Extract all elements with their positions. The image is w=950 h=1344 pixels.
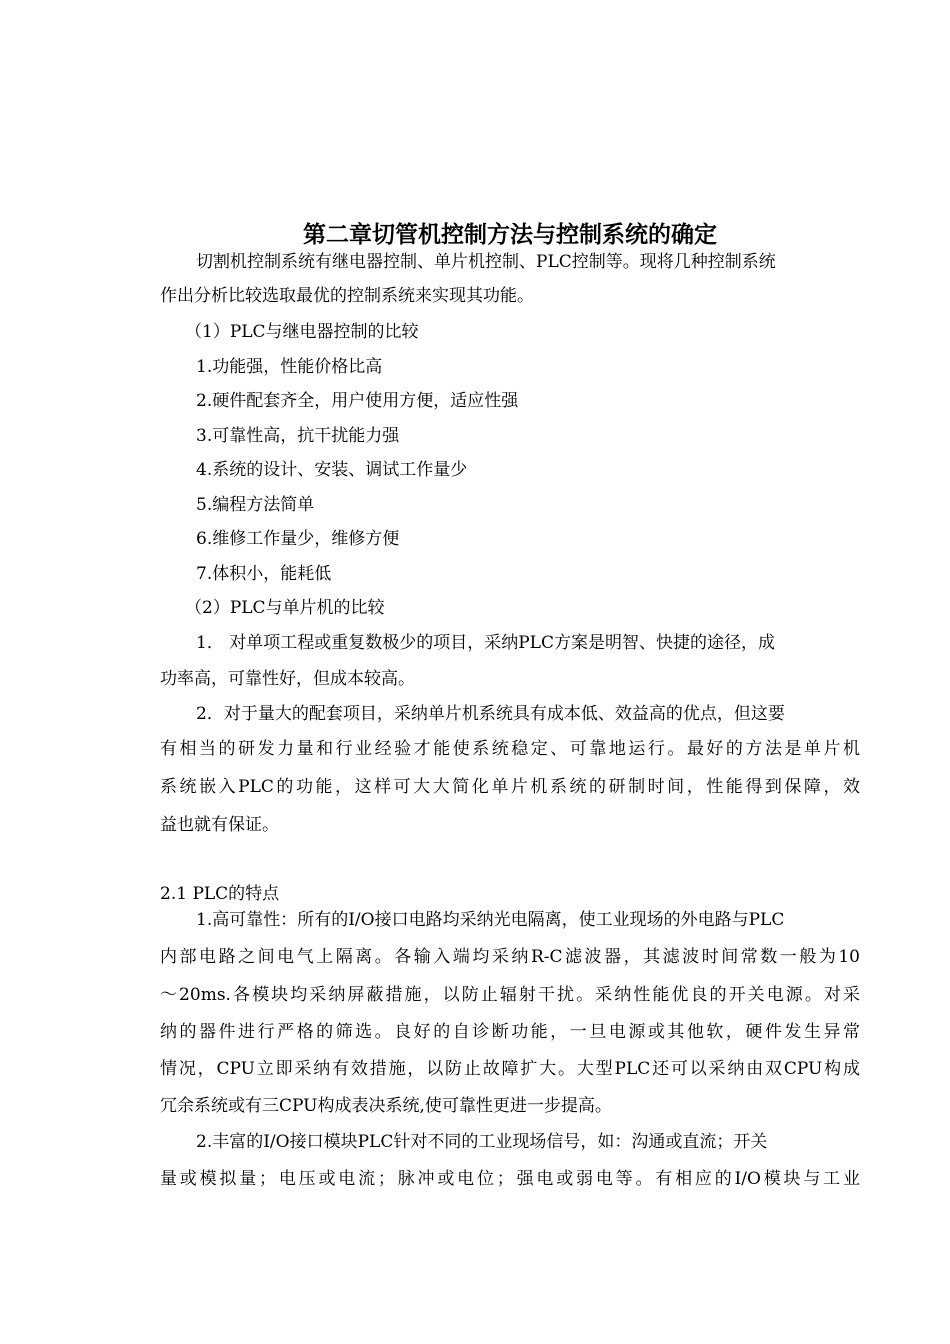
list-item: 5.编程方法简单	[196, 495, 315, 515]
paragraph-line: 1． 对单项工程或重复数极少的项目，采纳PLC方案是明智、快捷的途径，成	[196, 633, 775, 653]
list-item: 2.硬件配套齐全，用户使用方便，适应性强	[196, 391, 519, 411]
paragraph-line: 量或模拟量；电压或电流；脉冲或电位；强电或弱电等。有相应的I/O模块与工业	[160, 1169, 860, 1189]
paragraph-line: 2．对于量大的配套项目，采纳单片机系统具有成本低、效益高的优点，但这要	[196, 704, 785, 724]
paragraph-line: 情况，CPU立即采纳有效措施，以防止故障扩大。大型PLC还可以采纳由双CPU构成	[160, 1059, 860, 1079]
paragraph-line: 1.高可靠性：所有的I/O接口电路均采纳光电隔离，使工业现场的外电路与PLC	[196, 910, 785, 930]
list-item: 1.功能强，性能价格比高	[196, 357, 383, 377]
list-item: 3.可靠性高，抗干扰能力强	[196, 426, 400, 446]
paragraph-line: 系统嵌入PLC的功能，这样可大大简化单片机系统的研制时间，性能得到保障，效	[160, 777, 860, 797]
paragraph-line: 有相当的研发力量和行业经验才能使系统稳定、可靠地运行。最好的方法是单片机	[160, 739, 860, 759]
paragraph-line: ～20ms.各模块均采纳屏蔽措施，以防止辐射干扰。采纳性能优良的开关电源。对采	[160, 985, 860, 1005]
paragraph-line: 纳的器件进行严格的筛选。良好的自诊断功能，一旦电源或其他软，硬件发生异常	[160, 1022, 860, 1042]
paragraph-line: 冗余系统或有三CPU构成表决系统,使可靠性更进一步提高。	[160, 1096, 612, 1116]
list-item: 7.体积小，能耗低	[196, 564, 332, 584]
section-heading: （1）PLC与继电器控制的比较	[185, 322, 419, 342]
paragraph-line: 切割机控制系统有继电器控制、单片机控制、PLC控制等。现将几种控制系统	[196, 252, 776, 272]
paragraph-line: 益也就有保证。	[160, 815, 279, 835]
paragraph-line: 内部电路之间电气上隔离。各输入端均采纳R-C滤波器，其滤波时间常数一般为10	[160, 947, 860, 967]
list-item: 4.系统的设计、安装、调试工作量少	[196, 460, 468, 480]
list-item: 6.维修工作量少，维修方便	[196, 529, 400, 549]
paragraph-line: 功率高，可靠性好，但成本较高。	[160, 669, 415, 689]
paragraph-line: 2.丰富的I/O接口模块PLC针对不同的工业现场信号，如：沟通或直流；开关	[196, 1132, 768, 1152]
paragraph-line: 作出分析比较选取最优的控制系统来实现其功能。	[160, 286, 534, 306]
section-heading: （2）PLC与单片机的比较	[185, 598, 385, 618]
page-title: 第二章切管机控制方法与控制系统的确定	[303, 221, 717, 248]
section-heading: 2.1 PLC的特点	[160, 884, 280, 904]
